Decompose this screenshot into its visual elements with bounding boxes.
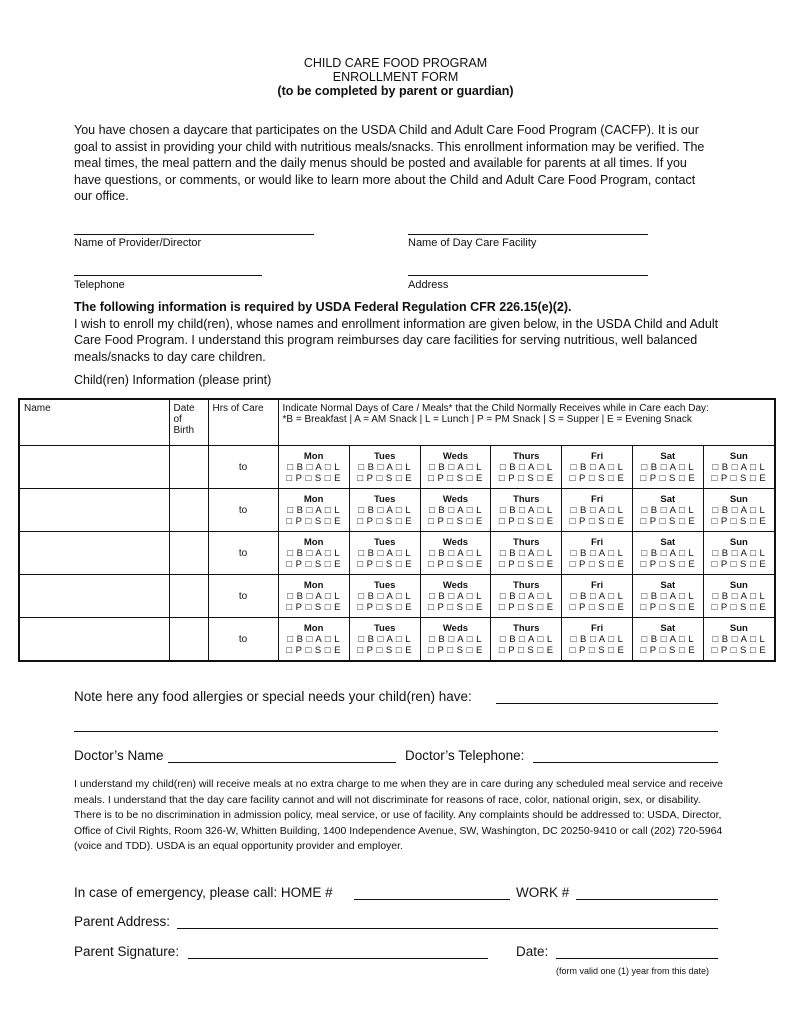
day-cell-mon [279, 532, 350, 574]
meal-checkboxes-pse[interactable]: □ P □ S □ E [711, 601, 767, 613]
day-name: Weds [442, 536, 469, 548]
day-cell-mon [279, 489, 350, 531]
meal-checkboxes-pse[interactable]: □ P □ S □ E [498, 472, 554, 484]
hours-to-label: to [238, 590, 248, 602]
allergies-line-2[interactable] [74, 731, 718, 732]
day-name: Sat [660, 493, 676, 505]
meal-checkboxes-pse[interactable]: □ P □ S □ E [357, 601, 413, 613]
doctor-name-line[interactable] [168, 762, 396, 763]
meal-checkboxes-bal[interactable]: □ B □ A □ L [712, 547, 766, 559]
parent-address-line[interactable] [177, 928, 718, 929]
hours-of-care-cell[interactable] [208, 532, 278, 575]
meal-checkboxes-bal[interactable]: □ B □ A □ L [570, 504, 624, 516]
allergies-label: Note here any food allergies or special needs your child(ren) have: [74, 689, 472, 704]
doctor-phone-label: Doctor’s Telephone: [405, 748, 525, 763]
meal-checkboxes-bal[interactable]: □ B □ A □ L [499, 504, 553, 516]
meal-checkboxes-pse[interactable]: □ P □ S □ E [498, 515, 554, 527]
meal-checkboxes-pse[interactable]: □ P □ S □ E [286, 558, 342, 570]
day-name: Weds [442, 493, 469, 505]
day-cell-sat [632, 532, 703, 574]
day-cell-weds [420, 446, 491, 488]
address-label: Address [408, 279, 449, 291]
table-row [19, 575, 775, 618]
meal-checkboxes-pse[interactable]: □ P □ S □ E [569, 601, 625, 613]
date-label: Date: [516, 944, 549, 959]
table-row [19, 489, 775, 532]
day-cell-tues [349, 489, 420, 531]
work-phone-line[interactable] [576, 899, 718, 900]
day-cell-fri [562, 489, 633, 531]
day-cell-sun [703, 618, 774, 660]
meal-checkboxes-pse[interactable]: □ P □ S □ E [640, 472, 696, 484]
meal-checkboxes-pse[interactable]: □ P □ S □ E [711, 558, 767, 570]
day-name: Fri [590, 622, 604, 634]
parent-signature-label: Parent Signature: [74, 944, 180, 959]
meal-checkboxes-bal[interactable]: □ B □ A □ L [641, 504, 695, 516]
meal-checkboxes-pse[interactable]: □ P □ S □ E [711, 644, 767, 656]
day-cell-sat [632, 575, 703, 617]
hours-of-care-cell[interactable] [208, 575, 278, 618]
meal-checkboxes-pse[interactable]: □ P □ S □ E [428, 558, 483, 570]
day-name: Thurs [513, 450, 540, 462]
form-subtitle: (to be completed by parent or guardian) [277, 84, 514, 98]
day-name: Sat [660, 450, 676, 462]
header-hours: Hrs of Care [208, 399, 278, 446]
meal-checkboxes-bal[interactable]: □ B □ A □ L [499, 547, 553, 559]
day-name: Sun [729, 493, 748, 505]
day-cell-thurs [491, 446, 562, 488]
child-name-cell[interactable] [19, 532, 169, 575]
meal-checkboxes-pse[interactable]: □ P □ S □ E [357, 472, 413, 484]
day-name: Mon [303, 579, 324, 591]
meal-checkboxes-pse[interactable]: □ P □ S □ E [286, 644, 342, 656]
day-name: Sun [729, 536, 748, 548]
meal-checkboxes-pse[interactable]: □ P □ S □ E [428, 515, 483, 527]
child-dob-cell[interactable] [169, 446, 208, 489]
day-cell-tues [349, 532, 420, 574]
meal-checkboxes-pse[interactable]: □ P □ S □ E [569, 558, 625, 570]
meal-checkboxes-bal[interactable]: □ B □ A □ L [429, 590, 482, 602]
meal-checkboxes-bal[interactable]: □ B □ A □ L [287, 547, 341, 559]
day-name: Sun [729, 579, 748, 591]
day-cell-sat [632, 489, 703, 531]
meal-checkboxes-pse[interactable]: □ P □ S □ E [428, 644, 483, 656]
parent-signature-line[interactable] [188, 958, 488, 959]
day-name: Mon [303, 450, 324, 462]
day-name: Weds [442, 579, 469, 591]
meal-checkboxes-pse[interactable]: □ P □ S □ E [357, 558, 413, 570]
regulation-block [74, 299, 724, 365]
days-meals-cell [278, 489, 775, 532]
days-grid [279, 489, 775, 531]
meal-checkboxes-pse[interactable]: □ P □ S □ E [498, 644, 554, 656]
meal-checkboxes-pse[interactable]: □ P □ S □ E [286, 472, 342, 484]
form-title-line1: CHILD CARE FOOD PROGRAM [303, 56, 488, 70]
day-cell-sat [632, 446, 703, 488]
hours-to-label: to [238, 547, 248, 559]
day-cell-weds [420, 575, 491, 617]
day-cell-sun [703, 489, 774, 531]
hours-of-care-cell[interactable] [208, 446, 278, 489]
meal-checkboxes-pse[interactable]: □ P □ S □ E [357, 644, 413, 656]
meal-checkboxes-bal[interactable]: □ B □ A □ L [570, 590, 624, 602]
day-cell-mon [279, 618, 350, 660]
doctor-name-label: Doctor’s Name [74, 748, 164, 763]
hours-to-label: to [238, 461, 248, 473]
meal-checkboxes-bal[interactable]: □ B □ A □ L [429, 633, 482, 645]
meal-checkboxes-bal[interactable]: □ B □ A □ L [287, 633, 341, 645]
day-cell-weds [420, 489, 491, 531]
child-name-cell[interactable] [19, 618, 169, 661]
child-dob-cell[interactable] [169, 489, 208, 532]
telephone-line[interactable] [74, 275, 262, 276]
meal-checkboxes-pse[interactable]: □ P □ S □ E [640, 558, 696, 570]
day-cell-weds [420, 618, 491, 660]
table-row [19, 446, 775, 489]
day-name: Tues [373, 536, 396, 548]
header-days-meals [278, 399, 775, 446]
day-name: Tues [373, 579, 396, 591]
meal-checkboxes-bal[interactable]: □ B □ A □ L [570, 547, 624, 559]
meal-checkboxes-pse[interactable]: □ P □ S □ E [640, 515, 696, 527]
nondiscrimination-statement: I understand my child(ren) will receive meals at no extra charge to me when they are in care during any scheduled meal service and receive meals. I understand that the day care facility cannot and will not discriminate for reasons of race, color, national origin, sex, or disability. There is to be no discrimination in admission policy, meal service, or use of facility. Any complaints should be addressed to: USDA, Director, Office of Civil Rights, Room 326-W, Whitten Building, 1400 Independence Avenue, SW, Washington, DC 20250-9410 or call (202) 720-5964 (voice and TDD). USDA is an equal opportunity provider and employer. [74, 778, 723, 852]
provider-name-line[interactable] [74, 234, 314, 235]
child-enrollment-table [18, 398, 776, 662]
validity-footnote: (form valid one (1) year from this date) [556, 966, 710, 976]
day-name: Sun [729, 622, 748, 634]
day-name: Weds [442, 622, 469, 634]
meal-checkboxes-bal[interactable]: □ B □ A □ L [358, 461, 412, 473]
meal-checkboxes-bal[interactable]: □ B □ A □ L [570, 633, 624, 645]
days-meals-cell [278, 618, 775, 661]
meal-checkboxes-bal[interactable]: □ B □ A □ L [712, 590, 766, 602]
meal-checkboxes-bal[interactable]: □ B □ A □ L [358, 633, 412, 645]
days-meals-cell [278, 446, 775, 489]
table-row [19, 618, 775, 661]
day-cell-tues [349, 618, 420, 660]
telephone-label: Telephone [74, 279, 125, 291]
meal-checkboxes-bal[interactable]: □ B □ A □ L [641, 590, 695, 602]
day-name: Sun [729, 450, 748, 462]
meal-checkboxes-pse[interactable]: □ P □ S □ E [286, 515, 342, 527]
meal-checkboxes-pse[interactable]: □ P □ S □ E [640, 644, 696, 656]
meal-checkboxes-pse[interactable]: □ P □ S □ E [640, 601, 696, 613]
day-cell-sun [703, 446, 774, 488]
child-dob-cell[interactable] [169, 532, 208, 575]
meal-checkboxes-bal[interactable]: □ B □ A □ L [358, 504, 412, 516]
address-line[interactable] [408, 275, 648, 276]
day-name: Weds [442, 450, 469, 462]
meal-checkboxes-pse[interactable]: □ P □ S □ E [498, 558, 554, 570]
day-name: Sat [660, 579, 676, 591]
header-days-line1: Indicate Normal Days of Care / Meals* that the Child Normally Receives while in Care each Day: [282, 403, 709, 414]
regulation-body: I wish to enroll my child(ren), whose names and enrollment information are given below, in the USDA Child and Adult Care Food Program. I understand this program reimburses day care facilities for serving nutritious, well balanced meals/snacks to day care children. [74, 316, 719, 364]
day-name: Sat [660, 536, 676, 548]
child-dob-cell[interactable] [169, 618, 208, 661]
days-meals-cell [278, 532, 775, 575]
regulation-heading: The following information is required by USDA Federal Regulation CFR 226.15(e)(2). [74, 300, 572, 314]
day-cell-weds [420, 532, 491, 574]
child-info-label: Child(ren) Information (please print) [74, 373, 272, 387]
meal-checkboxes-pse[interactable]: □ P □ S □ E [569, 472, 625, 484]
meal-checkboxes-pse[interactable]: □ P □ S □ E [711, 472, 767, 484]
hours-to-label: to [238, 633, 248, 645]
days-grid [279, 575, 775, 617]
meal-checkboxes-bal[interactable]: □ B □ A □ L [358, 590, 412, 602]
header-name: Name [19, 399, 169, 446]
day-cell-mon [279, 575, 350, 617]
day-cell-fri [562, 618, 633, 660]
header-dob: Date of Birth [169, 399, 208, 446]
meal-checkboxes-bal[interactable]: □ B □ A □ L [429, 547, 482, 559]
meal-checkboxes-bal[interactable]: □ B □ A □ L [429, 461, 482, 473]
meal-checkboxes-bal[interactable]: □ B □ A □ L [287, 461, 341, 473]
intro-paragraph: You have chosen a daycare that participates on the USDA Child and Adult Care Food Program (CACFP). It is our goal to assist in providing your child with nutritious meals/snacks. This enrollment information may be verified. The meal times, the meal pattern and the daily menus should be posted and available for parents at all times. If you have questions, or comments, or would like to learn more about the Child and Adult Care Food Program, contact our office. [74, 123, 705, 203]
table-header-row [19, 399, 775, 446]
meal-checkboxes-bal[interactable]: □ B □ A □ L [712, 633, 766, 645]
meal-checkboxes-pse[interactable]: □ P □ S □ E [711, 515, 767, 527]
day-name: Tues [373, 622, 396, 634]
day-cell-thurs [491, 532, 562, 574]
day-cell-thurs [491, 489, 562, 531]
day-cell-sat [632, 618, 703, 660]
meal-checkboxes-bal[interactable]: □ B □ A □ L [287, 590, 341, 602]
meal-checkboxes-pse[interactable]: □ P □ S □ E [498, 601, 554, 613]
days-grid [279, 446, 775, 488]
child-name-cell[interactable] [19, 575, 169, 618]
day-cell-thurs [491, 618, 562, 660]
day-cell-thurs [491, 575, 562, 617]
day-name: Tues [373, 493, 396, 505]
days-grid [279, 532, 775, 574]
day-name: Fri [590, 579, 604, 591]
meal-checkboxes-bal[interactable]: □ B □ A □ L [499, 633, 553, 645]
meal-checkboxes-pse[interactable]: □ P □ S □ E [428, 601, 483, 613]
days-meals-cell [278, 575, 775, 618]
meal-checkboxes-bal[interactable]: □ B □ A □ L [570, 461, 624, 473]
day-cell-fri [562, 575, 633, 617]
day-name: Thurs [513, 493, 540, 505]
meal-checkboxes-pse[interactable]: □ P □ S □ E [357, 515, 413, 527]
child-name-cell[interactable] [19, 489, 169, 532]
day-cell-mon [279, 446, 350, 488]
day-name: Thurs [513, 622, 540, 634]
work-label: WORK # [516, 885, 570, 900]
day-name: Sat [660, 622, 676, 634]
allergies-line-1[interactable] [496, 703, 718, 704]
header-days-line2: *B = Breakfast | A = AM Snack | L = Lunch | P = PM Snack | S = Supper | E = Evening Snack [282, 414, 692, 425]
meal-checkboxes-bal[interactable]: □ B □ A □ L [712, 461, 766, 473]
hours-to-label: to [238, 504, 248, 516]
day-name: Tues [373, 450, 396, 462]
hours-of-care-cell[interactable] [208, 618, 278, 661]
day-cell-fri [562, 532, 633, 574]
meal-checkboxes-bal[interactable]: □ B □ A □ L [287, 504, 341, 516]
meal-checkboxes-bal[interactable]: □ B □ A □ L [429, 504, 482, 516]
parent-address-label: Parent Address: [74, 914, 171, 929]
meal-checkboxes-bal[interactable]: □ B □ A □ L [641, 461, 695, 473]
day-name: Mon [303, 493, 324, 505]
emergency-label: In case of emergency, please call: HOME # [74, 885, 333, 900]
day-cell-tues [349, 446, 420, 488]
doctor-phone-line[interactable] [533, 762, 718, 763]
meal-checkboxes-bal[interactable]: □ B □ A □ L [641, 547, 695, 559]
day-name: Mon [303, 622, 324, 634]
meal-checkboxes-bal[interactable]: □ B □ A □ L [641, 633, 695, 645]
meal-checkboxes-bal[interactable]: □ B □ A □ L [499, 590, 553, 602]
day-name: Fri [590, 450, 604, 462]
meal-checkboxes-bal[interactable]: □ B □ A □ L [712, 504, 766, 516]
day-cell-sun [703, 532, 774, 574]
table-row [19, 532, 775, 575]
day-name: Mon [303, 536, 324, 548]
meal-checkboxes-bal[interactable]: □ B □ A □ L [358, 547, 412, 559]
days-grid [279, 618, 775, 660]
meal-checkboxes-pse[interactable]: □ P □ S □ E [569, 644, 625, 656]
day-name: Fri [590, 493, 604, 505]
provider-name-label: Name of Provider/Director [74, 237, 202, 249]
hours-of-care-cell[interactable] [208, 489, 278, 532]
facility-name-line[interactable] [408, 234, 648, 235]
meal-checkboxes-pse[interactable]: □ P □ S □ E [428, 472, 483, 484]
day-cell-fri [562, 446, 633, 488]
day-name: Fri [590, 536, 604, 548]
child-name-cell[interactable] [19, 446, 169, 489]
child-dob-cell[interactable] [169, 575, 208, 618]
date-line[interactable] [556, 958, 718, 959]
meal-checkboxes-pse[interactable]: □ P □ S □ E [286, 601, 342, 613]
day-name: Thurs [513, 579, 540, 591]
meal-checkboxes-pse[interactable]: □ P □ S □ E [569, 515, 625, 527]
form-title-line2: ENROLLMENT FORM [332, 70, 459, 84]
facility-name-label: Name of Day Care Facility [408, 237, 537, 249]
meal-checkboxes-bal[interactable]: □ B □ A □ L [499, 461, 553, 473]
day-cell-sun [703, 575, 774, 617]
day-cell-tues [349, 575, 420, 617]
home-phone-line[interactable] [354, 899, 510, 900]
day-name: Thurs [513, 536, 540, 548]
